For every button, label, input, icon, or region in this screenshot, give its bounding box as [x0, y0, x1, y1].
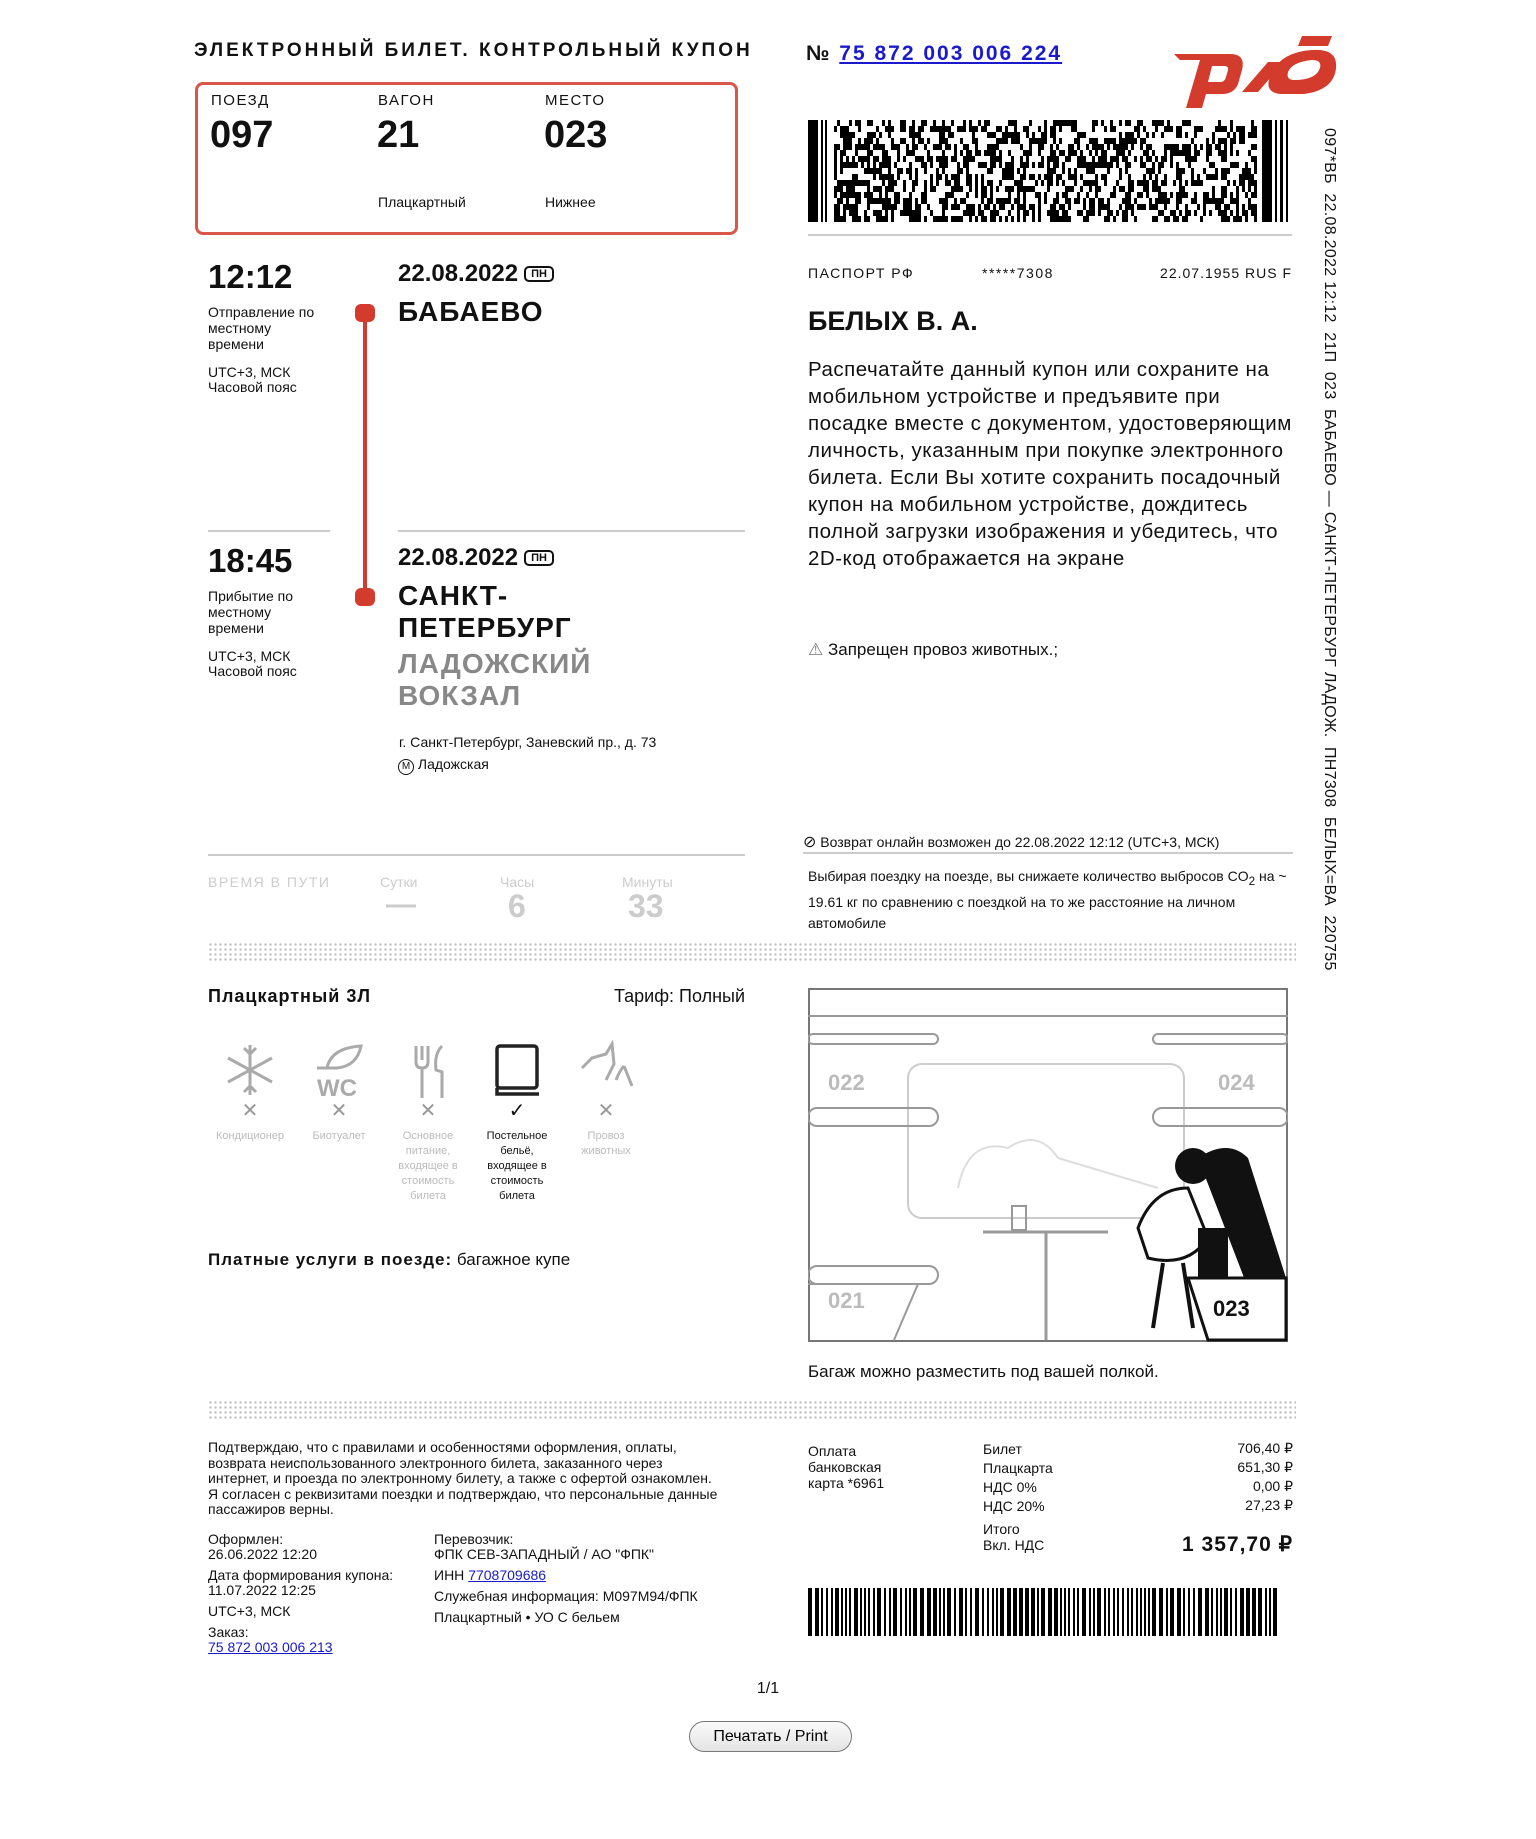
timezone: UTC+3, МСК: [208, 1603, 291, 1619]
inn-link[interactable]: 7708709686: [468, 1567, 547, 1583]
warning-text: Запрещен провоз животных.;: [827, 640, 1059, 659]
carrier-info: [434, 1532, 754, 1625]
divider: [208, 530, 330, 532]
price-value: 0,00 ₽: [1252, 1478, 1293, 1494]
seat-label-023: 023: [1213, 1296, 1250, 1321]
payment-method: Оплата банковская карта *6961: [808, 1443, 885, 1491]
seat-label-022: 022: [828, 1070, 865, 1095]
train-label: ПОЕЗД: [211, 92, 270, 109]
seat-number: 023: [544, 114, 608, 156]
agreement-text: Подтверждаю, что с правилами и особенностями оформления, оплаты, возврата неиспользованного электронного билета, заказанного через интернет, и проезда по электронному билету, а также с офертой ознакомлен. Я согласен с реквизитами поездки и подтверждаю, что персональные данные пассажиров верны.: [208, 1439, 718, 1517]
dotted-separator: [208, 942, 1296, 962]
issue-info: [208, 1532, 428, 1655]
rzd-logo: [1172, 34, 1340, 108]
doc-number: *****7308: [982, 265, 1054, 281]
passenger-name: БЕЛЫХ В. А.: [808, 306, 978, 336]
seat-label-021: 021: [828, 1288, 865, 1313]
price-row: [983, 1477, 1293, 1496]
total-label-2: Вкл. НДС: [983, 1537, 1045, 1553]
carrier-name: ФПК СЕВ-ЗАПАДНЫЙ / АО "ФПК": [434, 1546, 655, 1562]
metro-station: Ладожская: [417, 756, 489, 772]
illustration-caption: Багаж можно разместить под вашей полкой.: [808, 1362, 1159, 1381]
price-row: [983, 1439, 1293, 1458]
carrier-label: Перевозчик:: [434, 1531, 514, 1547]
amenity-fork-knife: [388, 1040, 468, 1204]
route-line: [363, 312, 367, 597]
service-info: Служебная информация: М097М94/ФПК: [434, 1588, 698, 1604]
departure-date-row: [398, 260, 554, 288]
seat-label: МЕСТО: [545, 92, 606, 109]
departure-dot: [355, 304, 375, 322]
price-value: 27,23 ₽: [1245, 1497, 1293, 1513]
amenity-wc: [299, 1040, 379, 1204]
departure-station: БАБАЕВО: [398, 296, 544, 327]
arrival-dot: [355, 588, 375, 606]
service-class: Плацкартный • УО С бельем: [434, 1609, 620, 1625]
svg-text:WC: WC: [317, 1075, 357, 1100]
order-label: Заказ:: [208, 1624, 249, 1640]
page-counter: 1/1: [756, 1680, 780, 1697]
fork-knife-icon: [398, 1040, 458, 1100]
divider: [208, 854, 745, 856]
cross-icon: ✕: [241, 1100, 259, 1122]
price-label: Билет: [983, 1440, 1022, 1457]
duration-hours: 6: [508, 888, 526, 924]
price-label: НДС 0%: [983, 1478, 1037, 1495]
price-table: [983, 1439, 1293, 1515]
total-label-1: Итого: [983, 1521, 1020, 1537]
co2-text: Выбирая поездку на поезде, вы снижаете количество выбросов CO: [808, 868, 1249, 884]
train-number: 097: [210, 114, 274, 156]
arrival-tz: UTC+3, МСК: [208, 648, 291, 664]
duration-minutes-label: Минуты: [622, 874, 673, 890]
number-prefix: №: [806, 42, 832, 65]
total-amount: 1 357,70 ₽: [1182, 1533, 1293, 1556]
cross-icon: ✕: [419, 1100, 437, 1122]
doc-type: ПАСПОРТ РФ: [808, 265, 915, 281]
amenity-label: Основное питание, входящее в стоимость билета: [398, 1130, 458, 1202]
amenity-label: Биотуалет: [312, 1130, 366, 1142]
side-strip: [1320, 128, 1350, 1028]
issued-date: 26.06.2022 12:20: [208, 1546, 317, 1562]
price-label: Плацкарта: [983, 1459, 1053, 1476]
berth-illustration: [808, 988, 1288, 1342]
car-class: Плацкартный 3Л: [208, 986, 371, 1006]
duration-minutes: 33: [628, 888, 664, 924]
duration-days: —: [386, 888, 416, 921]
order-link[interactable]: 75 872 003 006 213: [208, 1639, 333, 1655]
co2-sub: 2: [1248, 874, 1256, 888]
car-number: 21: [377, 114, 420, 156]
departure-day: ПН: [524, 266, 554, 282]
duration-label: ВРЕМЯ В ПУТИ: [208, 874, 331, 890]
arrival-date: 22.08.2022: [398, 544, 519, 571]
departure-tz-label: Часовой пояс: [208, 379, 297, 395]
price-label: НДС 20%: [983, 1497, 1045, 1514]
no-entry-icon: ⊘: [803, 834, 817, 851]
amenity-label: Постельное бельё, входящее в стоимость билета: [486, 1130, 548, 1202]
co2-info: [808, 866, 1298, 934]
document-title: ЭЛЕКТРОННЫЙ БИЛЕТ. КОНТРОЛЬНЫЙ КУПОН: [194, 40, 753, 61]
coupon-date-label: Дата формирования купона:: [208, 1567, 394, 1583]
inn-label: ИНН: [434, 1567, 465, 1583]
check-icon: ✓: [508, 1100, 526, 1122]
arrival-station: САНКТ-ПЕТЕРБУРГ: [398, 580, 572, 643]
pets-icon: [576, 1040, 636, 1100]
seat-type: Нижнее: [545, 194, 596, 210]
2d-barcode: [808, 120, 1292, 222]
arrival-day: ПН: [524, 550, 554, 566]
amenity-label: Провоз животных: [581, 1130, 631, 1157]
arrival-address: г. Санкт-Петербург, Заневский пр., д. 73: [399, 734, 657, 750]
price-row: [983, 1496, 1293, 1515]
arrival-terminal: ЛАДОЖСКИЙ ВОКЗАЛ: [398, 648, 592, 711]
refund-text: Возврат онлайн возможен до 22.08.2022 12:12 (UTC+3, МСК): [820, 834, 1220, 850]
duration-days-label: Сутки: [380, 874, 418, 890]
amenity-snowflake: [210, 1040, 290, 1204]
bedding-icon: [487, 1040, 547, 1100]
tariff: Тариф: Полный: [613, 986, 745, 1006]
ticket-number-link[interactable]: 75 872 003 006 224: [839, 42, 1063, 65]
cross-icon: ✕: [597, 1100, 615, 1122]
notice-text: Распечатайте данный купон или сохраните на мобильном устройстве и предъявите при посадке вместе с документом, удостоверяющим личность, указанным при покупке электронного билета. Если Вы хотите сохранить посадочный купон на мобильном устройстве, дождитесь полной загрузки изображения и убедитесь, что 2D-код отображается на экране: [808, 358, 1292, 570]
arrival-desc: Прибытие по местному времени: [208, 588, 294, 636]
arrival-date-row: [398, 544, 554, 572]
departure-date: 22.08.2022: [398, 260, 519, 287]
warning-icon: ⚠: [808, 640, 824, 659]
metro: [398, 756, 489, 775]
divider: [398, 530, 745, 532]
departure-desc: Отправление по местному времени: [208, 304, 315, 352]
dotted-separator: [208, 1400, 1296, 1420]
amenity-label: Кондиционер: [215, 1130, 285, 1142]
seat-label-024: 024: [1218, 1070, 1255, 1095]
amenity-pets: [566, 1040, 646, 1204]
birth-info: 22.07.1955 RUS F: [1160, 265, 1292, 281]
price-value: 706,40 ₽: [1237, 1440, 1293, 1456]
duration-hours-label: Часы: [500, 874, 535, 890]
co2-text-2: на ~ 19.61 кг по сравнению с поездкой на то же расстояние на личном автомобиле: [808, 868, 1287, 931]
refund-info: [803, 832, 1219, 852]
metro-icon: M: [398, 759, 414, 775]
summary-box: [195, 82, 738, 235]
cross-icon: ✕: [330, 1100, 348, 1122]
wc-icon: [309, 1040, 369, 1100]
arrival-time: 18:45: [208, 542, 293, 579]
arrival-tz-label: Часовой пояс: [208, 663, 297, 679]
departure-time: 12:12: [208, 258, 293, 295]
car-label: ВАГОН: [378, 92, 435, 109]
snowflake-icon: [220, 1040, 280, 1100]
paid-services: [208, 1250, 570, 1270]
price-row: [983, 1458, 1293, 1477]
side-text: 097*ВБ 22.08.2022 12:12 21П 023 БАБАЕВО — САНКТ-ПЕТЕРБУРГ ЛАДОЖ. ПН7308 БЕЛЫХ=ВА 220755: [1321, 128, 1338, 971]
paid-services-label: Платные услуги в поезде:: [208, 1250, 453, 1269]
total-label: [983, 1521, 1044, 1553]
warning: [808, 640, 1058, 660]
divider: [803, 852, 1293, 854]
divider: [808, 234, 1292, 236]
linear-barcode: [808, 1588, 1282, 1636]
amenity-bedding: [477, 1040, 557, 1204]
car-type: Плацкартный: [378, 194, 466, 210]
coupon-date: 11.07.2022 12:25: [208, 1582, 316, 1598]
amenities-list: [210, 1040, 646, 1204]
ticket-number: [806, 42, 1062, 66]
print-button[interactable]: Печатать / Print: [689, 1721, 852, 1752]
departure-tz: UTC+3, МСК: [208, 364, 291, 380]
paid-services-value: багажное купе: [456, 1250, 571, 1269]
issued-label: Оформлен:: [208, 1531, 284, 1547]
price-value: 651,30 ₽: [1237, 1459, 1293, 1475]
